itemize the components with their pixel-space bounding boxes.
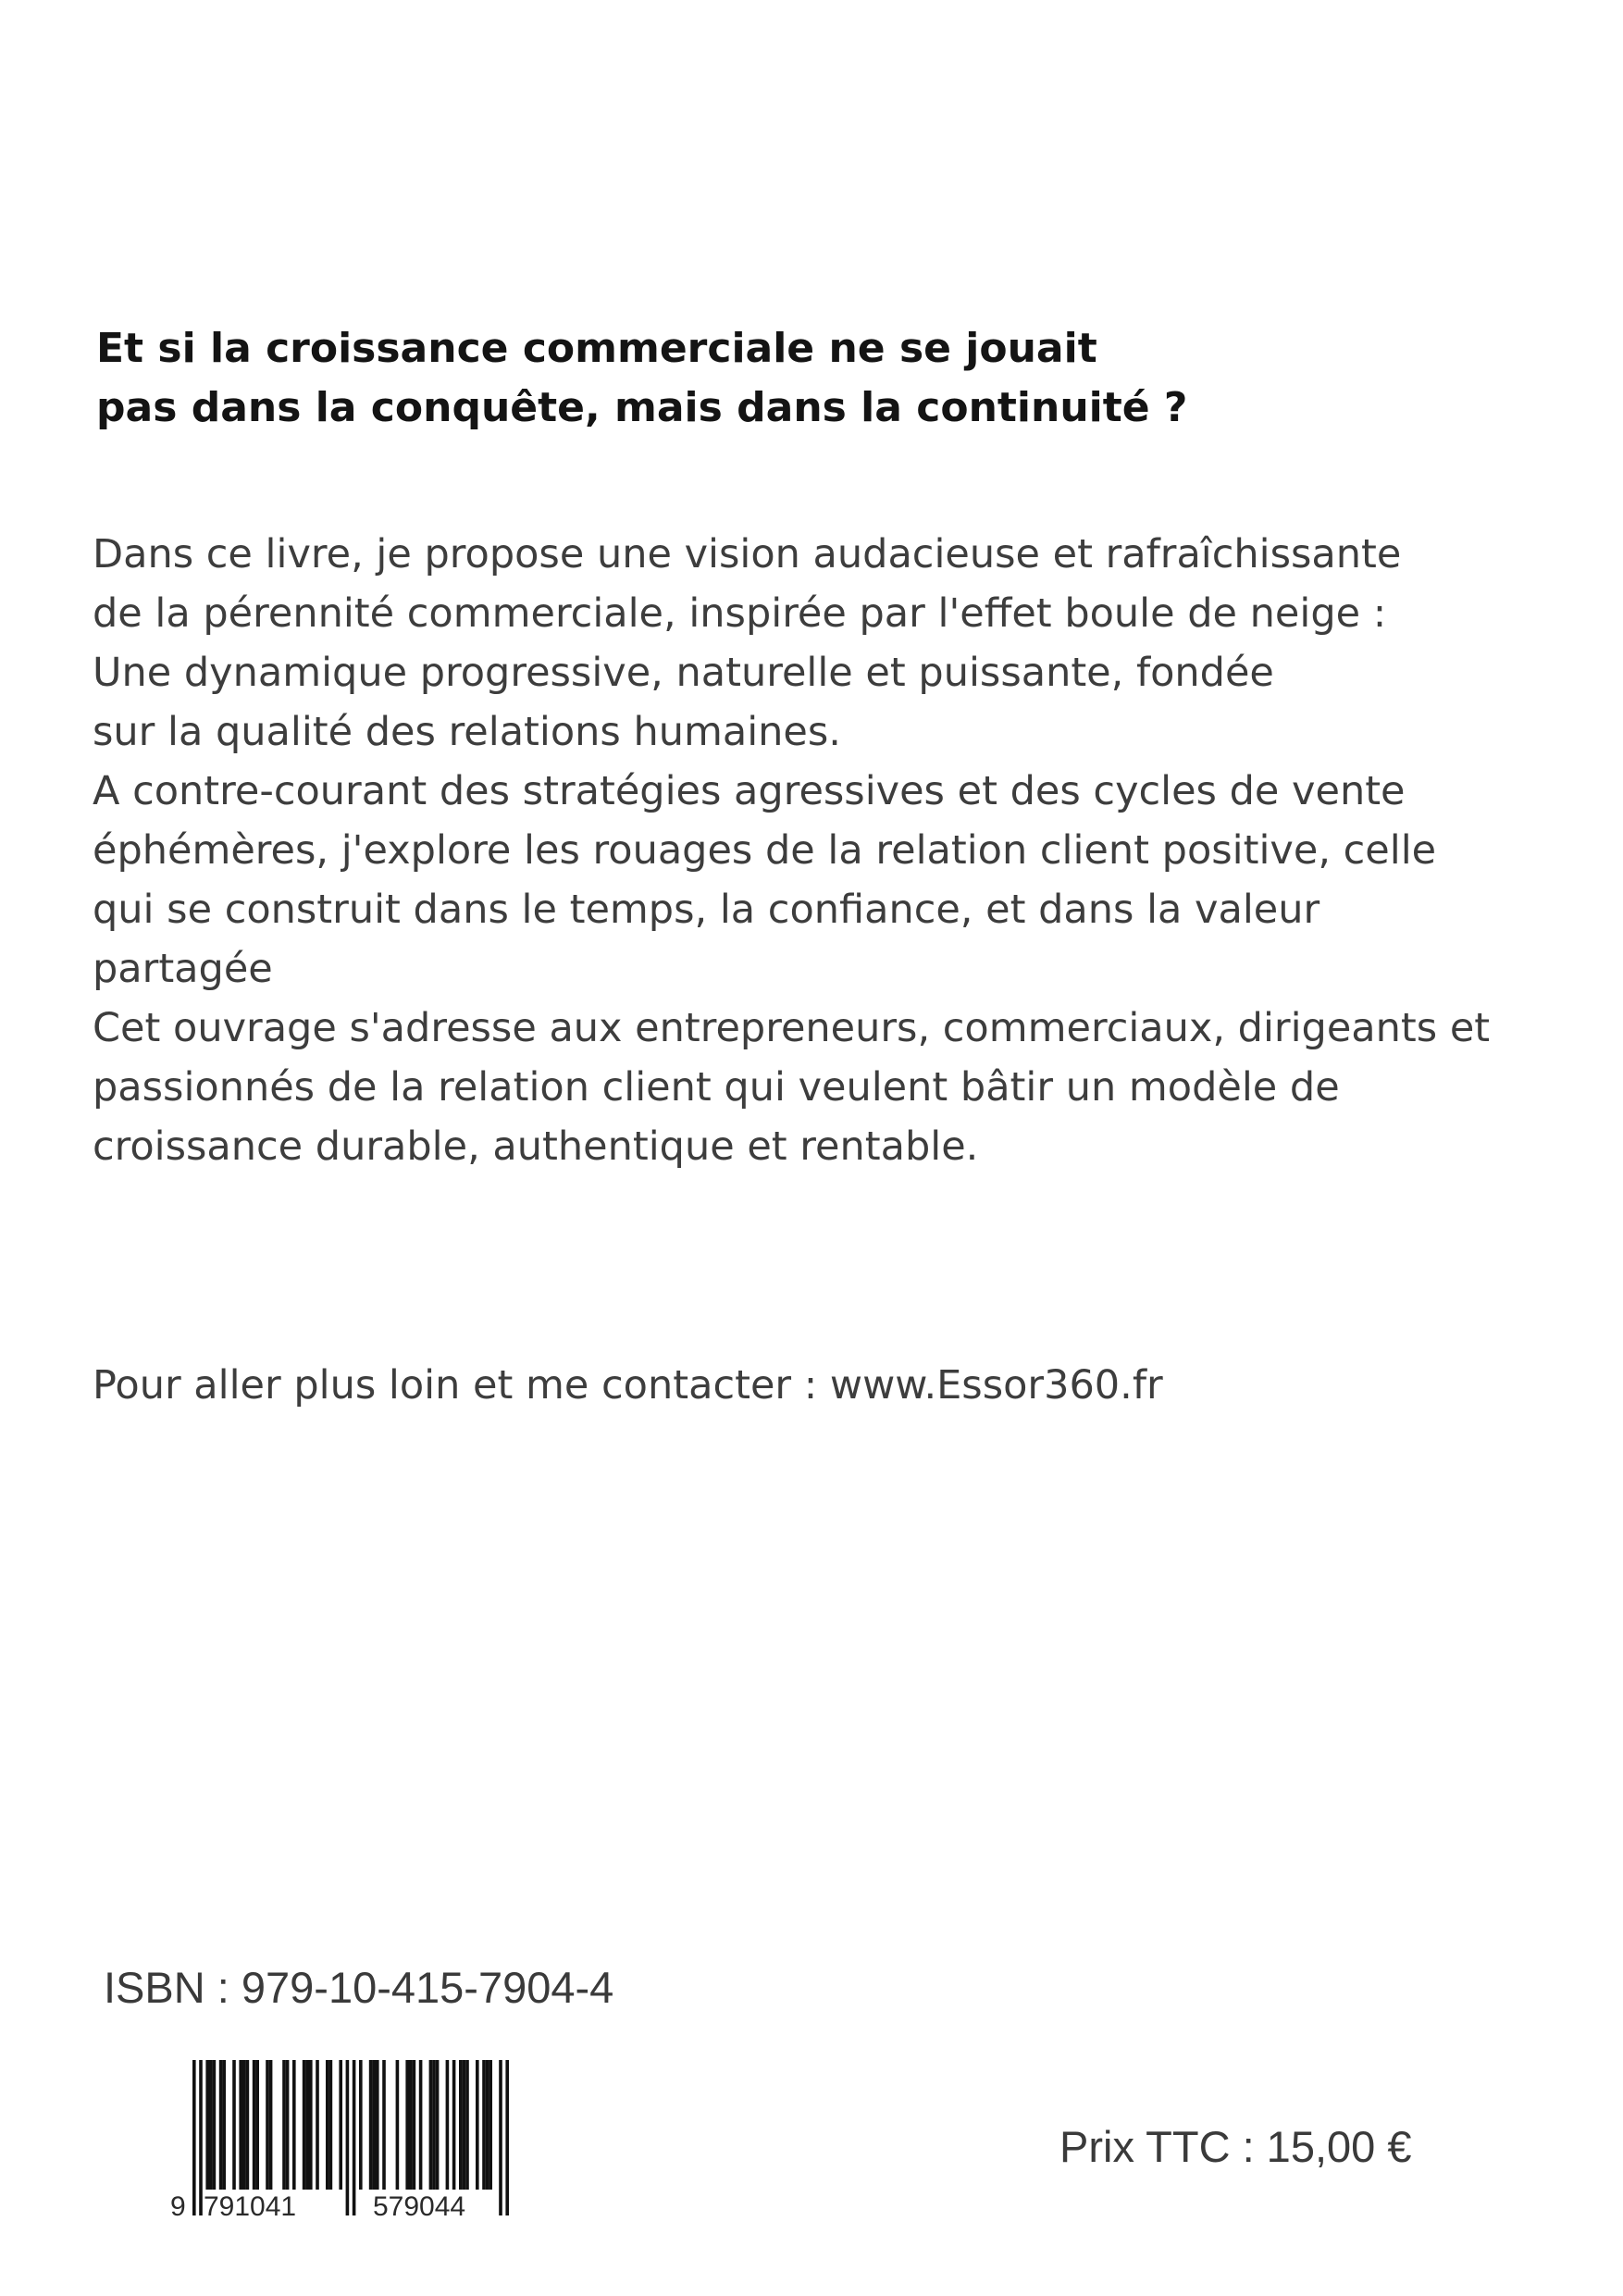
description-line: de la pérennité commerciale, inspirée par l'effet boule de neige : — [93, 590, 1387, 637]
barcode-bar — [232, 2060, 236, 2190]
description-line: Cet ouvrage s'adresse aux entrepreneurs, commerciaux, dirigeants et — [93, 1005, 1491, 1051]
barcode-bar — [292, 2060, 296, 2190]
barcode-bar — [209, 2060, 213, 2190]
barcode-bar — [303, 2060, 306, 2190]
barcode-first-digit: 9 — [170, 2191, 186, 2222]
barcode-bar — [463, 2060, 466, 2190]
contact-line: Pour aller plus loin et me contacter : www.Essor360.fr — [93, 1362, 1163, 1409]
barcode-bar — [482, 2060, 486, 2190]
barcode-bar — [266, 2060, 269, 2190]
barcode-bar — [369, 2060, 373, 2190]
barcode-right-group: 579044 — [373, 2191, 466, 2222]
headline-line-1: Et si la croissance commerciale ne se jouait — [96, 325, 1097, 372]
barcode-bar — [372, 2060, 376, 2190]
barcode-bar — [282, 2060, 286, 2190]
barcode-bar — [459, 2060, 463, 2190]
barcode-bar — [239, 2060, 242, 2190]
barcode-bar — [436, 2060, 440, 2190]
barcode-bar — [222, 2060, 226, 2190]
barcode-bar — [246, 2060, 250, 2190]
isbn-barcode — [167, 2056, 537, 2223]
barcode-bar — [359, 2060, 363, 2190]
barcode-bar — [396, 2060, 400, 2190]
barcode-graphic — [167, 2056, 537, 2223]
isbn-label: ISBN : 979-10-415-7904-4 — [104, 1963, 614, 2012]
barcode-bar — [213, 2060, 217, 2190]
barcode-bar — [269, 2060, 273, 2190]
barcode-bar — [476, 2060, 479, 2190]
barcode-bar — [432, 2060, 436, 2190]
barcode-bar — [242, 2060, 246, 2190]
barcode-bar — [329, 2060, 333, 2190]
barcode-bar — [339, 2060, 342, 2190]
description-line: Dans ce livre, je propose une vision audacieuse et rafraîchissante — [93, 531, 1402, 577]
barcode-bar — [255, 2060, 259, 2190]
barcode-bar — [452, 2060, 456, 2190]
barcode-bar — [309, 2060, 313, 2190]
barcode-guard-bar — [199, 2060, 203, 2215]
description-line: sur la qualité des relations humaines. — [93, 709, 841, 755]
barcode-bar — [465, 2060, 469, 2190]
barcode-bar — [316, 2060, 319, 2190]
barcode-bar — [413, 2060, 416, 2190]
description-line: passionnés de la relation client qui veulent bâtir un modèle de — [93, 1064, 1340, 1111]
barcode-bar — [253, 2060, 256, 2190]
barcode-bar — [286, 2060, 290, 2190]
back-cover-headline — [96, 319, 1392, 438]
barcode-bar — [409, 2060, 413, 2190]
barcode-bar — [376, 2060, 379, 2190]
description-line: partagée — [93, 946, 273, 992]
barcode-bar — [305, 2060, 309, 2190]
headline-line-2: pas dans la conquête, mais dans la continuité ? — [96, 384, 1188, 431]
barcode-guard-bar — [353, 2060, 356, 2215]
barcode-left-group: 791041 — [204, 2191, 297, 2222]
barcode-bar — [326, 2060, 329, 2190]
description-line: qui se construit dans le temps, la confiance, et dans la valeur — [93, 887, 1320, 933]
barcode-bar — [405, 2060, 409, 2190]
barcode-bar — [489, 2060, 492, 2190]
barcode-guard-bar — [499, 2060, 502, 2215]
description-line: éphémères, j'explore les rouages de la relation client positive, celle — [93, 827, 1437, 874]
barcode-guard-bar — [192, 2060, 196, 2215]
description-line: Une dynamique progressive, naturelle et puissante, fondée — [93, 650, 1274, 696]
barcode-bar — [419, 2060, 423, 2190]
barcode-guard-bar — [346, 2060, 350, 2215]
barcode-bar — [219, 2060, 223, 2190]
description-line: croissance durable, authentique et rentable. — [93, 1123, 979, 1170]
barcode-bar — [429, 2060, 433, 2190]
barcode-bar — [382, 2060, 386, 2190]
price-label: Prix TTC : 15,00 € — [1059, 2122, 1412, 2171]
back-cover-description — [93, 525, 1592, 1176]
barcode-bar — [486, 2060, 489, 2190]
description-line: A contre-courant des stratégies agressives et des cycles de vente — [93, 768, 1406, 814]
barcode-bar — [205, 2060, 209, 2190]
barcode-guard-bar — [505, 2060, 509, 2215]
barcode-bar — [446, 2060, 450, 2190]
